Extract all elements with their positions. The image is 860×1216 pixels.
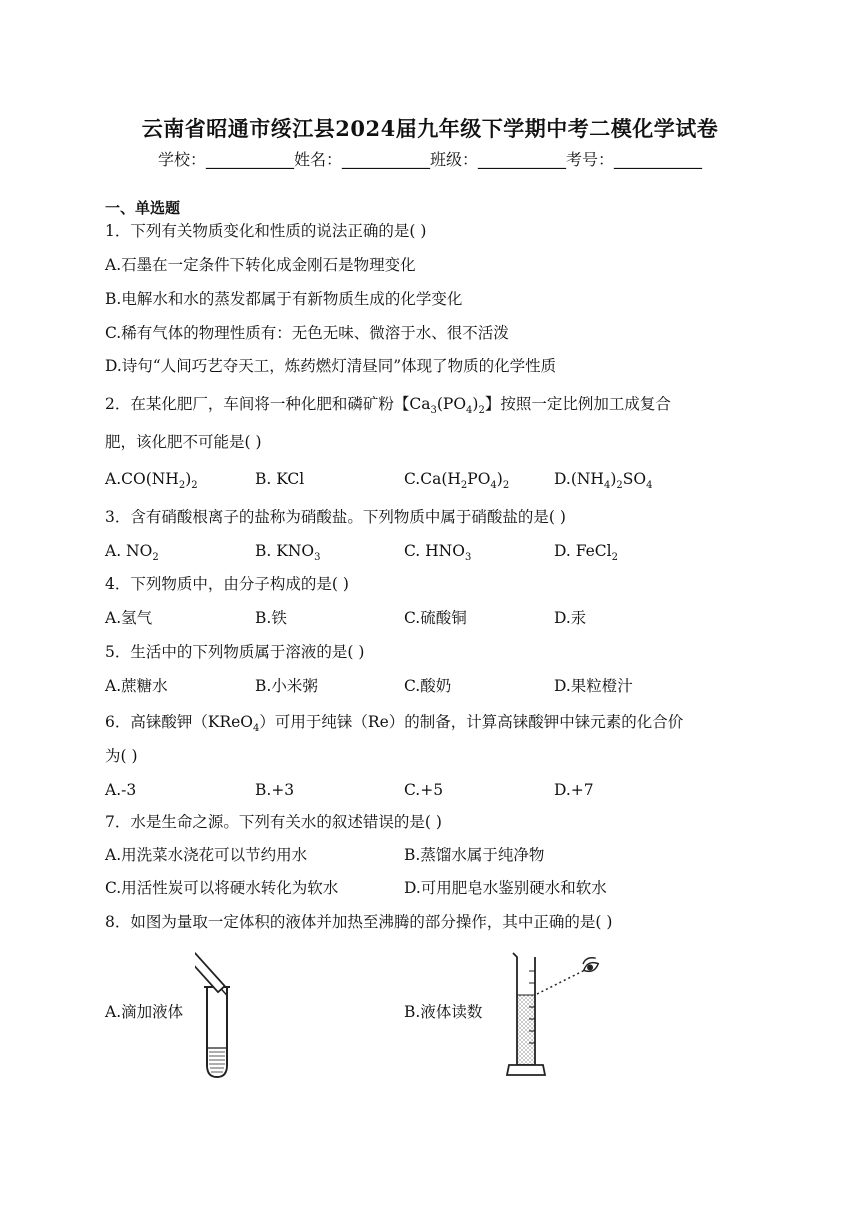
dropper-test-tube-illustration	[195, 945, 285, 1080]
q3-option-c: C. $HNO_3$	[404, 542, 472, 563]
q1-option-b: B.电解水和水的蒸发都属于有新物质生成的化学变化	[105, 290, 463, 308]
q7-option-b: B.蒸馏水属于纯净物	[404, 846, 545, 864]
q6-formula-re: Re	[367, 713, 389, 731]
q5-option-a: A.蔗糖水	[105, 677, 168, 695]
q6-formula-kreo4: KReO$_4$	[207, 713, 260, 734]
graduated-cylinder-illustration	[495, 947, 615, 1082]
q6-option-a: A.-3	[105, 781, 137, 799]
q3-option-d: D. FeCl$_2$	[554, 542, 619, 563]
q6-stem: 6．高铼酸钾（KReO$_4$）可用于纯铼（Re）的制备，计算高铼酸钾中铼元素的化合价	[105, 713, 684, 734]
q1-option-d: D.诗句“人间巧艺夺天工，炼药燃灯清昼同”体现了物质的化学性质	[105, 357, 557, 375]
q6-stem-cont: 为( )	[105, 747, 138, 765]
q5-option-b: B.小米粥	[255, 677, 318, 695]
q2-option-d: $D.(NH_4)_2SO_4$	[554, 470, 653, 491]
q5-stem: 5．生活中的下列物质属于溶液的是( )	[105, 643, 365, 661]
q4-option-d: D.汞	[554, 609, 587, 627]
q1-option-a: A.石墨在一定条件下转化成金刚石是物理变化	[105, 256, 416, 274]
q7-option-a: A.用洗菜水浇花可以节约用水	[105, 846, 308, 864]
q5-option-c: C.酸奶	[404, 677, 452, 695]
q7-option-c: C.用活性炭可以将硬水转化为软水	[105, 879, 339, 897]
q2-option-b: B. KCl	[255, 470, 305, 488]
q3-stem: 3．含有硝酸根离子的盐称为硝酸盐。下列物质中属于硝酸盐的是( )	[105, 508, 566, 526]
q1-option-c: C.稀有气体的物理性质有：无色无味、微溶于水、很不活泼	[105, 324, 509, 342]
q7-stem: 7．水是生命之源。下列有关水的叙述错误的是( )	[105, 813, 442, 831]
student-info-line: 学校：___________姓名：___________班级：___________考号：___________	[157, 150, 702, 169]
q4-option-a: A.氢气	[105, 609, 153, 627]
q2-stem-cont: 肥，该化肥不可能是( )	[105, 433, 262, 451]
q2-option-c: $C.Ca(H_2PO_4)_2$	[404, 470, 510, 491]
q4-option-c: C.硫酸铜	[404, 609, 467, 627]
q4-option-b: B.铁	[255, 609, 287, 627]
q8-stem: 8．如图为量取一定体积的液体并加热至沸腾的部分操作，其中正确的是( )	[105, 913, 613, 931]
page-title: 云南省昭通市绥江县2024届九年级下学期中考二模化学试卷	[141, 116, 719, 141]
q8-option-a: A.滴加液体	[105, 1003, 184, 1021]
q6-option-c: C.+5	[404, 781, 444, 799]
section-heading: 一、单选题	[105, 199, 181, 217]
q3-option-a: A. $NO_2$	[105, 542, 159, 563]
q2-stem: 2．在某化肥厂，车间将一种化肥和磷矿粉【$Ca_3(PO_4)_2$】按照一定比例加工成复合	[105, 395, 671, 416]
q7-option-d: D.可用肥皂水鉴别硬水和软水	[404, 879, 607, 897]
q2-formula-ca3po42: $Ca_3(PO_4)_2$	[409, 395, 485, 416]
q5-option-d: D.果粒橙汁	[554, 677, 633, 695]
q6-option-d: D.+7	[554, 781, 594, 799]
q8-option-b: B.液体读数	[404, 1003, 483, 1021]
q3-option-b: B. $KNO_3$	[255, 542, 321, 563]
q2-option-a: $A.CO(NH_2)_2$	[105, 470, 198, 491]
q4-stem: 4．下列物质中，由分子构成的是( )	[105, 575, 349, 593]
q6-option-b: B.+3	[255, 781, 295, 799]
q1-stem: 1．下列有关物质变化和性质的说法正确的是( )	[105, 222, 427, 240]
